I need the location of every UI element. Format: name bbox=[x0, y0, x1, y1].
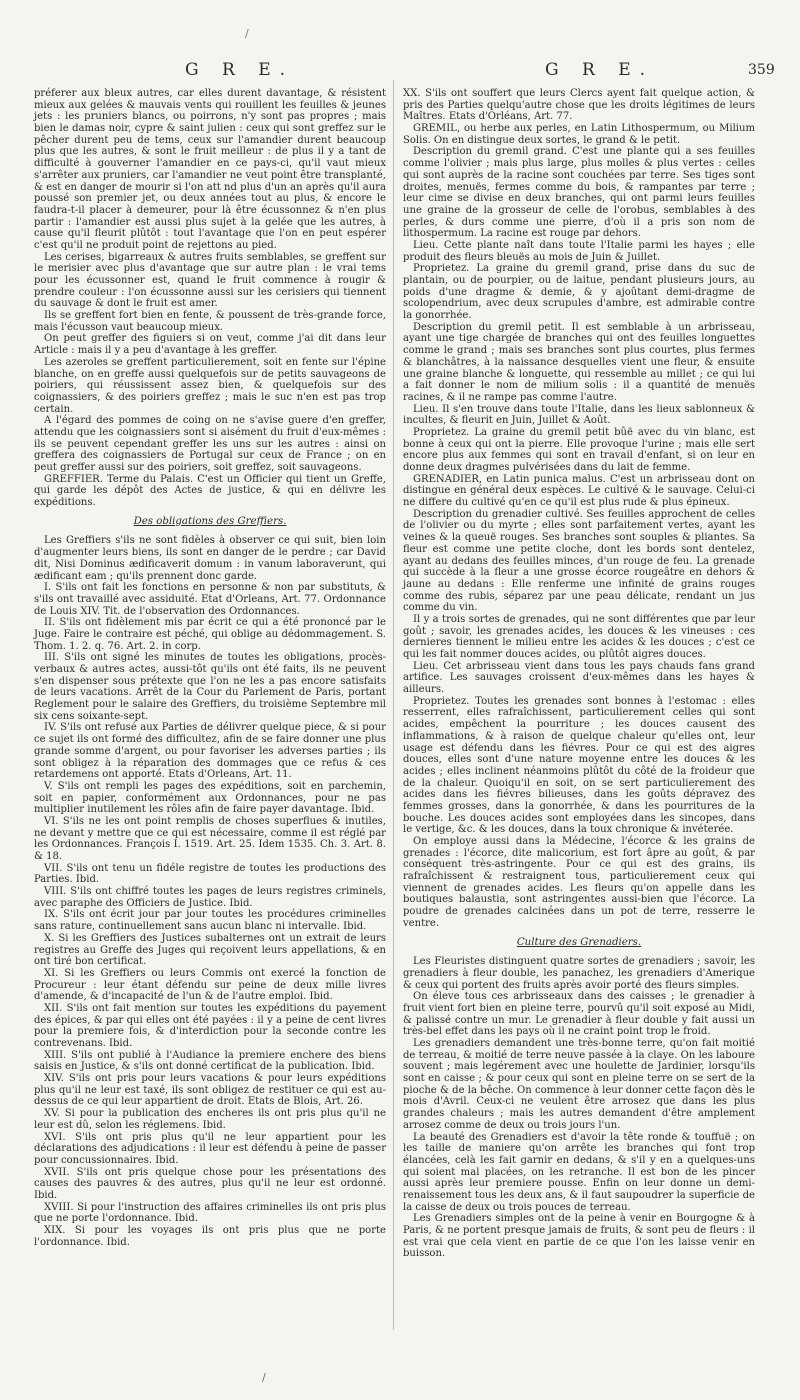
right-paragraph: Proprietez. Toutes les grenades sont bonnes à l'estomac : elles resserrent, elles rafraîchissent, particulierement celles qui sont acides, empêchent la pourriture ; les douces causent des inflammations, & à raison de quelque chaleur qu'elles ont, leur usage est défendu dans les fiévres. Pour ce qui est des aigres douces, elles sont d'une nature moyenne entre les douces & les acides ; elles inclinent néanmoins plûtôt du côté de la froideur que de la chaleur. Quoiqu'il en soit, on se sert particulierement des acides dans les fiévres bilieuses, dans les goûts dépravez des femmes grosses, dans la gonorrhée, & dans les pourritures de la bouche. Les douces acides sont employées dans les sincopes, dans le vertige, &c. & les douces, dans la toux chronique & invéterée. bbox=[403, 695, 755, 836]
right-paragraph: Lieu. Il s'en trouve dans toute l'Italie, dans les lieux sablonneux & incultes, & fleurit en Juin, Juillet & Août. bbox=[403, 403, 755, 427]
right-paragraph: Lieu. Cet arbrisseau vient dans tous les pays chauds fans grand artifice. Les sauvages croissent d'eux-mêmes dans les hayes & ailleurs. bbox=[403, 660, 755, 696]
section-heading: Culture des Grenadiers. bbox=[516, 936, 642, 948]
left-paragraph: Ils se greffent fort bien en fente, & poussent de très-grande force, mais l'écusson vaut beaucoup mieux. bbox=[34, 310, 386, 333]
right-paragraph: XX. S'ils ont souffert que leurs Clercs ayent fait quelque action, & pris des Parties quelqu'autre chose que les droits légitimes de leurs Maîtres. Etats d'Orléans, Art. 77. bbox=[403, 88, 755, 123]
left-paragraph: Les azeroles se greffent particulierement, soit en fente sur l'épine blanche, on en greffe aussi quelquefois sur de petits sauvageons de poiriers, qui réussissent assez bien, & quelquefois sur des coignassiers, & des poiriers greffez ; mais le suc n'en est pas trop certain. bbox=[34, 356, 386, 415]
left-paragraph: A l'égard des pommes de coing on ne s'avise guere d'en greffer, attendu que les coignassiers sont si aisément du fruit d'eux-mêmes : ils se peuvent cependant greffer les uns sur les autres : ainsi on greffera des coignassiers de Portugal sur ceux de France ; on en peut greffer aussi sur des poiriers, soit greffez, soit sauvageons. bbox=[34, 415, 386, 473]
right-paragraph: GRENADIER, en Latin punica malus. C'est un arbrisseau dont on distingue en général deux espèces. Le cultivé & le sauvage. Celui-ci ne differe du cultivé qu'en ce qu'il est plus rude & plus épineux. bbox=[403, 473, 755, 509]
running-head-right: G R E. bbox=[545, 60, 655, 80]
right-paragraph: Les Grenadiers simples ont de la peine à venir en Bourgogne & à Paris, & ne portent presque jamais de fruits, & sont peu de fleurs : il est vrai que cela vient en partie de ce que l'on les laisse venir en buisson. bbox=[403, 1213, 755, 1260]
left-paragraph: I. S'ils ont fait les fonctions en personne & non par substituts, & s'ils ont travaillé avec assiduité. Etat d'Orleans, Art. 77. Ordonnance de Louis XIV. Tit. de l'observation des Ordonnances. bbox=[34, 582, 386, 617]
right-paragraph: Description du grenadier cultivé. Ses feuilles approchent de celles de l'olivier ou du myrte ; elles sont parfaitement vertes, ayant les veines & la queuë rouges. Ses branches sont souples & pliantes. Sa fleur est comme une petite cloche, dont les bords sont dentelez, ayant au dedans des feuilles minces, d'un rouge de feu. La grenade qui succède à la fleur a une grosse écorce rougeâtre en dehors & jaune au dedans : Elle renferme une infinité de grains rouges comme des rubis, séparez par une peau délicate, rendant un jus comme du vin. bbox=[403, 508, 755, 614]
left-paragraph: XIII. S'ils ont publié à l'Audiance la premiere enchere des biens saisis en Justice, & s'ils ont donné certificat de la publication. Ibid. bbox=[34, 1049, 386, 1073]
right-paragraph: Proprietez. La graine du gremil petit bûë avec du vin blanc, est bonne à ceux qui ont la pierre. Elle provoque l'urine ; mais elle sert encore plus aux femmes qui sont en travail d'enfant, si on leur en donne deux dragmes pulvérisées dans du lait de femme. bbox=[403, 426, 755, 473]
right-paragraph: Les Fleuristes distinguent quatre sortes de grenadiers ; savoir, les grenadiers à fleur double, les panachez, les grenadiers d'Amerique & ceux qui portent des fruits après avoir porté des fleurs simples. bbox=[403, 956, 755, 991]
left-paragraph: XII. S'ils ont fait mention sur toutes les expéditions du payement des épices, & par qui elles ont été payées : il y a peine de cent livres pour la premiere fois, & d'interdiction pour la seconde contre les contrevenans. Ibid. bbox=[34, 1002, 386, 1049]
left-paragraph: XVIII. Si pour l'instruction des affaires criminelles ils ont pris plus que ne porte l'ordonnance. Ibid. bbox=[34, 1201, 386, 1225]
right-column bbox=[403, 88, 755, 1260]
left-paragraph: VI. S'ils ne les ont point remplis de choses superflues & inutiles, ne devant y mettre que ce qui est nécessaire, comme il est réglé par les Ordonnances. François I. 1519. Art. 25. Idem 1535. Ch. 3. Art. 8. & 18. bbox=[34, 815, 386, 862]
column-divider bbox=[393, 80, 394, 1330]
top-mark: / bbox=[245, 27, 249, 40]
left-paragraph: Les cerises, bigarreaux & autres fruits semblables, se greffent sur le merisier avec plus d'avantage que sur autre plan : le vrai tems pour les écussonner est, quand le fruit commence à rougir & prendre couleur : l'on écussonne aussi sur les cerisiers qui tiennent du sauvage & dont le fruit est amer. bbox=[34, 251, 386, 310]
left-paragraph: GREFFIER. Terme du Palais. C'est un Officier qui tient un Greffe, qui garde les dépôt des Actes de justice, & qui en délivre les expéditions. bbox=[34, 473, 386, 509]
left-paragraph: II. S'ils ont fidèlement mis par écrit ce qui a été prononcé par le Juge. Faire le contraire est péché, qui oblige au dédommagement. S. Thom. 1. 2. q. 76. Art. 2. in corp. bbox=[34, 617, 386, 652]
left-paragraph: XVI. S'ils ont pris plus qu'il ne leur appartient pour les déclarations des adjudications : il leur est défendu à peine de passer pour concussionnaires. Ibid. bbox=[34, 1131, 386, 1166]
left-paragraph: Les Greffiers s'ils ne sont fidèles à observer ce qui suit, bien loin d'augmenter leurs biens, ils sont en danger de le perdre ; car David dit, Nisi Dominus ædificaverit domum : in vanum laboraverunt, qui ædificant eam ; qu'ils prennent donc garde. bbox=[34, 535, 386, 582]
bottom-mark: / bbox=[262, 1371, 266, 1384]
right-paragraph: GREMIL, ou herbe aux perles, en Latin Lithospermum, ou Milium Solis. On en distingue deux sortes, le grand & le petit. bbox=[403, 123, 755, 146]
left-paragraph: III. S'ils ont signé les minutes de toutes les obligations, procès-verbaux & autres actes, aussi-tôt qu'ils ont été faits, ils ne peuvent s'en dispenser sous prétexte que l'on ne les a pas encore satisfaits de leurs vacations. Arrêt de la Cour du Parlement de Paris, portant Reglement pour le salaire des Greffiers, du troisième Septembre mil six cens soixante-sept. bbox=[34, 652, 386, 722]
left-paragraph: XV. Si pour la publication des encheres ils ont pris plus qu'il ne leur est dû, selon les réglemens. Ibid. bbox=[34, 1108, 386, 1131]
left-column bbox=[34, 88, 386, 1248]
right-paragraph: Lieu. Cette plante naît dans toute l'Italie parmi les hayes ; elle produit des fleurs bleuës au mois de Juin & Juillet. bbox=[403, 239, 755, 263]
page-number: 359 bbox=[748, 62, 775, 78]
left-paragraph: XVII. S'ils ont pris quelque chose pour les présentations des causes des pauvres & des autres, plus qu'il ne leur est ordonné. Ibid. bbox=[34, 1166, 386, 1201]
right-paragraph: La beauté des Grenadiers est d'avoir la tête ronde & touffuë ; on les taille de maniere qu'on arrête les branches qui font trop élancées, celà les fait garnir en dedans, & s'il y en a quelques-uns qui soient mal placées, on les retranche. Il est bon de les pincer aussi après leur premiere pousse. Enfin on leur donne un demi-renaissement tous les deux ans, & il faut saupoudrer la superficie de la caisse de deux ou trois pouces de terreau. bbox=[403, 1131, 755, 1213]
section-heading: Des obligations des Greffiers. bbox=[133, 515, 287, 527]
left-paragraph: VIII. S'ils ont chiffré toutes les pages de leurs registres criminels, avec paraphe des Officiers de Justice. Ibid. bbox=[34, 886, 386, 909]
left-paragraph: IX. S'ils ont écrit jour par jour toutes les procédures criminelles sans rature, continuellement sans aucun blanc ni intervalle. Ibid. bbox=[34, 909, 386, 933]
left-paragraph: XIX. Si pour les voyages ils ont pris plus que ne porte l'ordonnance. Ibid. bbox=[34, 1225, 386, 1248]
left-paragraph: VII. S'ils ont tenu un fidéle registre de toutes les productions des Parties. Ibid. bbox=[34, 862, 386, 886]
right-paragraph: Il y a trois sortes de grenades, qui ne sont différentes que par leur goût ; savoir, les grenades acides, les douces & les vineuses : ces dernieres tiennent le milieu entre les acides & les douces ; c'est ce qui les fait nommer douces acides, ou plûtôt aigres douces. bbox=[403, 613, 755, 660]
running-head-left: G R E. bbox=[185, 60, 295, 80]
left-paragraph: IV. S'ils ont refusé aux Parties de délivrer quelque piece, & si pour ce sujet ils ont formé des difficultez, afin de se faire donner une plus grande somme d'argent, ou pour favoriser les adverses parties ; ils sont obligez à la réparation des dommages que ce refus & ces retardemens ont apporté. Etats d'Orleans, Art. 11. bbox=[34, 722, 386, 781]
right-paragraph: On éleve tous ces arbrisseaux dans des caisses ; le grenadier à fruit vient fort bien en pleine terre, pourvû qu'il soit exposé au Midi, & palissé contre un mur. Le grenadier à fleur double y fait aussi un très-bel effet dans les pays où il ne craint point trop le froid. bbox=[403, 991, 755, 1038]
right-paragraph: Les grenadiers demandent une très-bonne terre, qu'on fait moitié de terreau, & moitié de terre neuve passée à la claye. On les laboure souvent ; mais legérement avec une houlette de Jardinier, lorsqu'ils sont en caisse ; & pour ceux qui sont en pleine terre on se sert de la pioche & de la bêche. On commence à leur donner cette façon dès le mois d'Avril. Ceux-ci ne veulent être arrosez que dans les plus grandes chaleurs ; mais les autres demandent d'être amplement arrosez comme de deux ou trois jours l'un. bbox=[403, 1038, 755, 1131]
left-paragraph: XI. Si les Greffiers ou leurs Commis ont exercé la fonction de Procureur : leur étant défendu sur peine de deux mille livres d'amende, & d'incapacité de l'un & de l'autre emploi. Ibid. bbox=[34, 967, 386, 1003]
right-paragraph: Description du gremil petit. Il est semblable à un arbrisseau, ayant une tige chargée de branches qui ont des feuilles longuettes comme le grand ; mais ses branches sont plus courtes, plus fermes & blanchâtres, à la naissance desquelles vient une fleur, & ensuite une graine blanche & longuette, qui ressemble au millet ; ce qui lui a fait donner le nom de milium solis : il a quantité de menuës racines, & il ne rampe pas comme l'autre. bbox=[403, 321, 755, 403]
right-paragraph: On employe aussi dans la Médecine, l'écorce & les grains de grenades : l'écorce, dite malicorium, est fort âpre au goût, & par conséquent très-astringente. Pour ce qui est des grains, ils rafraîchissent & restraignent tous, particulierement ceux qui viennent de grenades acides. Les fleurs qu'on appelle dans les boutiques balaustia, sont astringentes aussi-bien que l'écorce. La poudre de grenades calcinées dans un pot de terre, resserre le ventre. bbox=[403, 836, 755, 929]
page-header bbox=[0, 60, 800, 90]
left-paragraph: On peut greffer des figuiers si on veut, comme j'ai dit dans leur Article : mais il y a peu d'avantage à les greffer. bbox=[34, 333, 386, 357]
right-paragraph: Description du gremil grand. C'est une plante qui a ses feuilles comme l'olivier ; mais plus large, plus molles & plus vertes : celles qui sont auprès de la racine sont couchées par terre. Ses tiges sont droites, menuës, fermes comme du bois, & rampantes par terre ; leur cime se divise en deux branches, qui ont parmi leurs feuilles une graine de la grosseur de celle de l'orobus, semblables à des perles, & durs comme une pierre, d'où il a pris son nom de lithospermum. La racine est rouge par dehors. bbox=[403, 146, 755, 240]
left-paragraph: X. Si les Greffiers des Justices subalternes ont un extrait de leurs registres au Greffe des Juges qui reçoivent leurs appellations, & en ont tiré bon certificat. bbox=[34, 932, 386, 968]
left-paragraph: préferer aux bleux autres, car elles durent davantage, & résistent mieux aux gelées & mauvais vents qui rouillent les feuilles & jeunes jets : les pruniers blancs, ou poirrons, n'y sont pas propres ; mais bien le damas noir, cypre & saint julien : ceux qui sont greffez sur le pêcher durent peu de tems, ceux sur l'amandier durent beaucoup plus que les autres, & sont le fruit meilleur : de plus il y a tant de difficulté à gouverner l'amandier en ce pays-ci, qu'il vaut mieux s'arrêter aux pruniers, car l'amandier ne veut point être transplanté, & est en danger de mourir si l'on att nd plus d'un an après qu'il aura poussé son premier jet, ou deux années tout au plus, & encore le faudra-t-il placer à demeurer, pour là être écussonnez & n'en plus partir : l'amandier est aussi plus sujet à la gelée que les autres, à cause qu'il fleurit plûtôt : tout l'avantage que l'on en peut espérer c'est qu'il ne produit point de rejettons au pied. bbox=[34, 88, 386, 251]
left-paragraph: V. S'ils ont rempli les pages des expéditions, soit en parchemin, soit en papier, conformément aux Ordonnances, pour ne pas multiplier inutilement les rôles afin de faire payer davantage. Ibid. bbox=[34, 780, 386, 816]
left-paragraph: XIV. S'ils ont pris pour leurs vacations & pour leurs expéditions plus qu'il ne leur est taxé, ils sont obligez de restituer ce qui est au-dessus de ce qui leur appartient de droit. Etats de Blois, Art. 26. bbox=[34, 1073, 386, 1108]
right-paragraph: Proprietez. La graine du gremil grand, prise dans du suc de plantain, ou de pourpier, ou de laitue, pendant plusieurs jours, au poids d'une dragme & demie, & y ajoûtant demi-dragme de scolopendrium, avec deux scrupules d'ambre, est admirable contre la gonorrhée. bbox=[403, 263, 755, 322]
